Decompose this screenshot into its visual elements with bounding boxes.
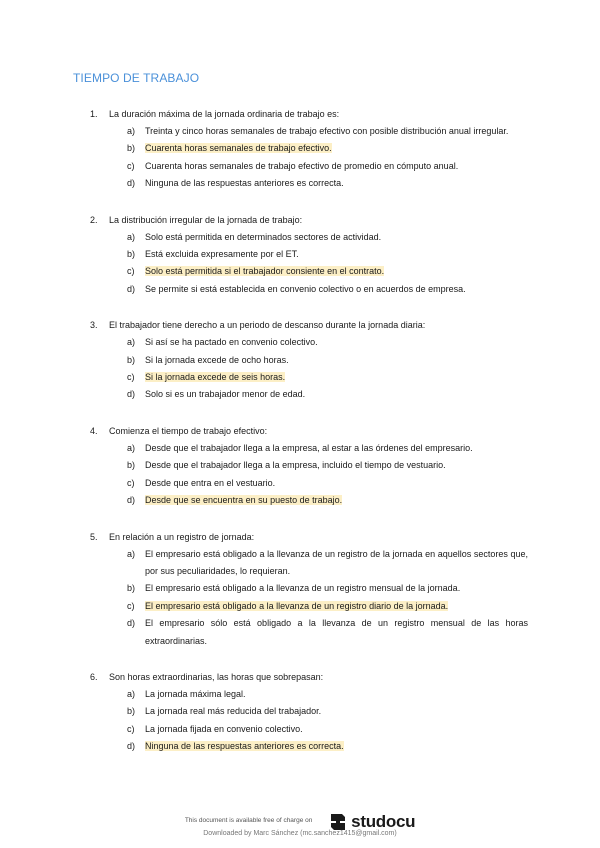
question-line <box>0 106 600 123</box>
question-line <box>0 317 600 334</box>
question-number: 4. <box>90 425 98 436</box>
question-number: 1. <box>90 109 98 119</box>
question-line <box>0 423 600 440</box>
option-letter: a) <box>127 126 136 136</box>
studocu-logo-icon <box>328 812 348 832</box>
answer-option-c <box>0 598 600 615</box>
answer-option-b <box>0 703 600 720</box>
answer-option-c <box>0 263 600 280</box>
option-letter: d) <box>127 741 136 752</box>
answer-option-a <box>0 686 600 703</box>
question-number: 6. <box>90 671 98 682</box>
document-title: TIEMPO DE TRABAJO <box>73 71 200 85</box>
option-letter: c) <box>127 723 135 734</box>
option-text: El empresario sólo está obligado a la llevanza de un registro mensual de las horas extraordinarias. <box>145 618 528 646</box>
availability-text: This document is available free of charge on <box>184 816 313 824</box>
option-letter: a) <box>127 548 136 559</box>
answer-option-d <box>0 615 600 650</box>
download-attribution: Downloaded by Marc Sánchez (mc.sanchez1415@gmail.com) <box>203 830 397 837</box>
question-text: Comienza el tiempo de trabajo efectivo: <box>109 425 268 436</box>
answer-option-a <box>0 546 600 581</box>
answer-option-d <box>0 386 600 403</box>
answer-option-a <box>0 334 600 351</box>
option-text-correct: Cuarenta horas semanales de trabajo efectivo. <box>145 143 332 154</box>
question-number: 5. <box>90 531 98 542</box>
option-letter: a) <box>127 442 136 453</box>
option-letter: a) <box>127 337 136 348</box>
option-text-correct: Ninguna de las respuestas anteriores es correcta. <box>145 741 344 752</box>
question-text: El trabajador tiene derecho a un periodo de descanso durante la jornada diaria: <box>109 320 426 331</box>
question-3 <box>0 317 600 404</box>
option-text: Ninguna de las respuestas anteriores es correcta. <box>145 178 344 189</box>
question-line <box>0 212 600 229</box>
answer-option-d <box>0 492 600 509</box>
option-text: Solo está permitida en determinados sectores de actividad. <box>145 231 382 242</box>
answer-option-a <box>0 229 600 246</box>
answer-option-b <box>0 580 600 597</box>
answer-option-c <box>0 721 600 738</box>
question-text: Son horas extraordinarias, las horas que sobrepasan: <box>109 671 324 682</box>
answer-option-d <box>0 738 600 755</box>
answer-option-c <box>0 369 600 386</box>
option-text: Cuarenta horas semanales de trabajo efectivo de promedio en cómputo anual. <box>145 160 459 171</box>
option-letter: b) <box>127 706 136 717</box>
answer-option-c <box>0 475 600 492</box>
option-letter: c) <box>127 600 135 611</box>
answer-option-b <box>0 140 600 157</box>
option-letter: b) <box>127 583 136 594</box>
question-2 <box>0 212 600 299</box>
answer-option-d <box>0 281 600 298</box>
question-text: La duración máxima de la jornada ordinaria de trabajo es: <box>109 109 340 119</box>
option-letter: b) <box>127 143 136 154</box>
question-5 <box>0 529 600 650</box>
option-text-correct: Desde que se encuentra en su puesto de trabajo. <box>145 495 343 506</box>
option-text-correct: Si la jornada excede de seis horas. <box>145 372 286 383</box>
question-line <box>0 669 600 686</box>
studocu-logo[interactable] <box>328 812 415 832</box>
question-number: 2. <box>90 214 98 225</box>
answer-option-b <box>0 246 600 263</box>
option-text: Desde que el trabajador llega a la empresa, al estar a las órdenes del empresario. <box>145 442 473 453</box>
question-list <box>0 106 600 775</box>
question-4 <box>0 423 600 510</box>
option-letter: d) <box>127 283 136 294</box>
studocu-wordmark: studocu <box>351 812 416 831</box>
option-text: La jornada máxima legal. <box>145 688 246 699</box>
option-text: Si así se ha pactado en convenio colectivo. <box>145 337 318 348</box>
option-text: Treinta y cinco horas semanales de trabajo efectivo con posible distribución anual irregular. <box>145 126 509 136</box>
answer-option-b <box>0 457 600 474</box>
question-6 <box>0 669 600 756</box>
option-text: Desde que entra en el vestuario. <box>145 477 276 488</box>
question-text: La distribución irregular de la jornada de trabajo: <box>109 214 303 225</box>
option-letter: c) <box>127 372 135 383</box>
question-1 <box>0 106 600 193</box>
question-text: En relación a un registro de jornada: <box>109 531 255 542</box>
option-text: Se permite si está establecida en convenio colectivo o en acuerdos de empresa. <box>145 283 466 294</box>
option-letter: b) <box>127 460 136 471</box>
answer-option-c <box>0 158 600 175</box>
answer-option-a <box>0 123 600 140</box>
option-text: La jornada fijada en convenio colectivo. <box>145 723 303 734</box>
option-letter: a) <box>127 231 136 242</box>
option-letter: a) <box>127 688 136 699</box>
option-text: Solo si es un trabajador menor de edad. <box>145 389 306 400</box>
option-text-correct: Solo está permitida si el trabajador consiente en el contrato. <box>145 266 385 277</box>
option-text: Está excluida expresamente por el ET. <box>145 249 299 260</box>
answer-option-b <box>0 352 600 369</box>
option-letter: d) <box>127 618 136 629</box>
question-line <box>0 529 600 546</box>
answer-option-a <box>0 440 600 457</box>
option-text-correct: El empresario está obligado a la llevanza de un registro diario de la jornada. <box>145 600 449 611</box>
option-text: La jornada real más reducida del trabajador. <box>145 706 322 717</box>
option-letter: d) <box>127 178 136 189</box>
option-letter: d) <box>127 389 136 400</box>
option-letter: c) <box>127 160 135 171</box>
option-text: Desde que el trabajador llega a la empresa, incluido el tiempo de vestuario. <box>145 460 446 471</box>
option-letter: b) <box>127 249 136 260</box>
option-text: El empresario está obligado a la llevanza de un registro mensual de la jornada. <box>145 583 461 594</box>
footer-availability <box>0 812 600 832</box>
option-letter: c) <box>127 477 135 488</box>
option-text: Si la jornada excede de ocho horas. <box>145 354 289 365</box>
option-letter: d) <box>127 495 136 506</box>
question-number: 3. <box>90 320 98 331</box>
option-letter: c) <box>127 266 135 277</box>
answer-option-d <box>0 175 600 192</box>
option-text: El empresario está obligado a la llevanza de un registro de la jornada en aquellos sectores que, por sus peculiaridades, lo requieran. <box>145 548 528 576</box>
option-letter: b) <box>127 354 136 365</box>
